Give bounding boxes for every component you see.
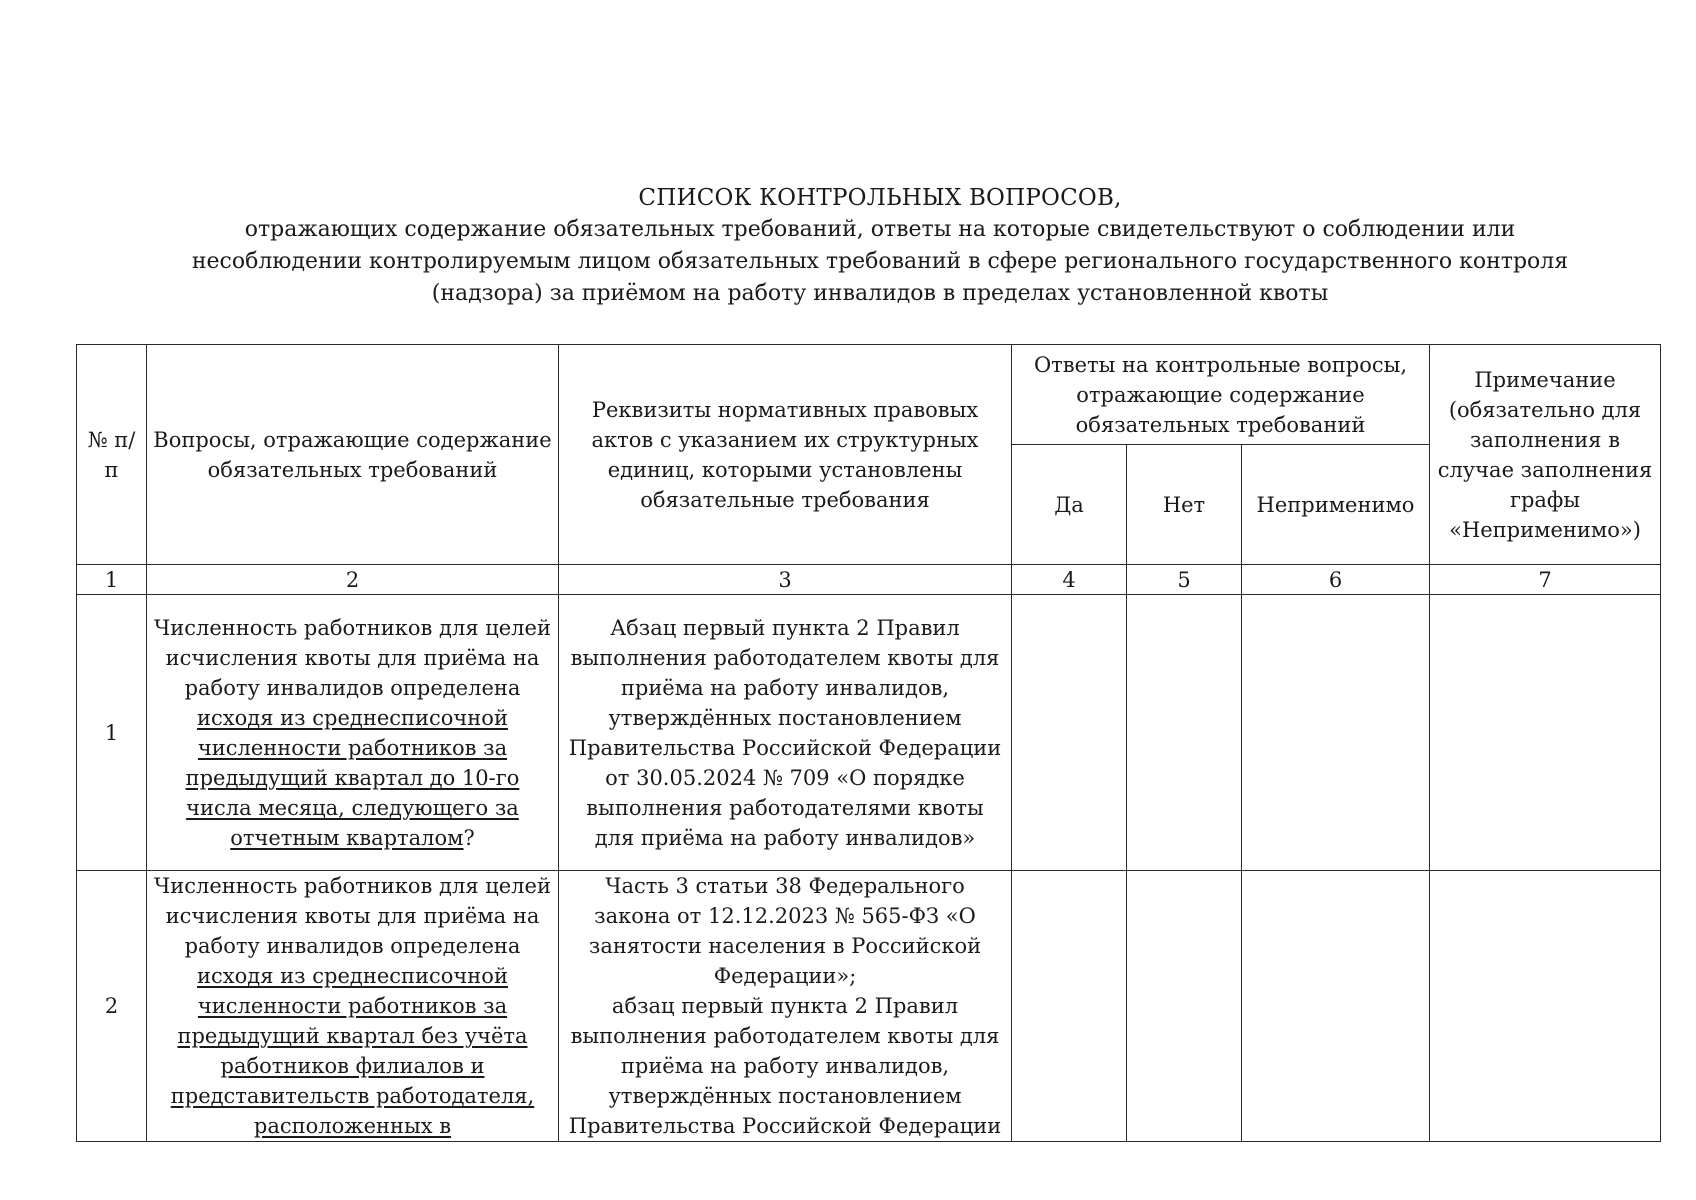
question-tail: ? <box>463 825 475 850</box>
document-title: СПИСОК КОНТРОЛЬНЫХ ВОПРОСОВ, <box>638 185 1122 211</box>
question-text: Численность работников для целей исчисления квоты для приёма на работу инвалидов определена <box>154 874 551 958</box>
requisites-text-part-1: Часть 3 статьи 38 Федерального закона от 12.12.2023 № 565-ФЗ «О занятости населения в Российской Федерации»; <box>588 874 982 988</box>
row-number: 2 <box>77 871 147 1142</box>
column-number: 3 <box>559 565 1012 595</box>
header-yes: Да <box>1012 445 1127 565</box>
document-subtitle-line-3: (надзора) за приёмом на работу инвалидов в пределах установленной квоты <box>431 281 1329 306</box>
column-number: 6 <box>1242 565 1430 595</box>
note-cell[interactable] <box>1430 595 1661 871</box>
header-not-applicable: Неприменимо <box>1242 445 1430 565</box>
table-row <box>77 871 1661 1142</box>
column-number: 1 <box>77 565 147 595</box>
column-number-row <box>77 565 1661 595</box>
header-questions: Вопросы, отражающие содержание обязательных требований <box>147 345 559 565</box>
column-number: 7 <box>1430 565 1661 595</box>
question-cell <box>147 595 559 871</box>
document-subtitle-line-1: отражающих содержание обязательных требований, ответы на которые свидетельствуют о соблюдении или <box>244 217 1516 242</box>
question-text: Численность работников для целей исчисления квоты для приёма на работу инвалидов определена <box>154 615 551 700</box>
header-num: № п/п <box>77 345 147 565</box>
column-number: 5 <box>1127 565 1242 595</box>
requisites-text: Абзац первый пункта 2 Правил выполнения работодателем квоты для приёма на работу инвалидов, утверждённых постановлением Правительства Российской Федерации от 30.05.2024 № 709 «О порядке выполнения работодателями квоты для приёма на работу инвалидов» <box>568 615 1002 850</box>
header-answers-group: Ответы на контрольные вопросы, отражающие содержание обязательных требований <box>1012 345 1430 445</box>
column-number: 2 <box>147 565 559 595</box>
requisites-text-part-2: абзац первый пункта 2 Правил выполнения работодателем квоты для приёма на работу инвалидов, утверждённых постановлением Правительства Российской Федерации <box>568 994 1002 1138</box>
answer-yes-cell[interactable] <box>1012 595 1127 871</box>
requisites-cell <box>559 595 1012 871</box>
document-header <box>140 182 1620 310</box>
document-subtitle-line-2: несоблюдении контролируемым лицом обязательных требований в сфере регионального государственного контроля <box>191 249 1569 274</box>
answer-yes-cell[interactable] <box>1012 871 1127 1142</box>
row-number: 1 <box>77 595 147 871</box>
question-underlined-text: исходя из среднесписочной численности работников за предыдущий квартал без учёта работников филиалов и представительств работодателя, расположенных в <box>170 964 535 1138</box>
note-cell[interactable] <box>1430 871 1661 1142</box>
header-note: Примечание (обязательно для заполнения в случае заполнения графы «Неприменимо») <box>1430 345 1661 565</box>
question-cell <box>147 871 559 1142</box>
answer-not-applicable-cell[interactable] <box>1242 595 1430 871</box>
requisites-cell <box>559 871 1012 1142</box>
header-row-top <box>77 345 1661 445</box>
checklist-table <box>76 344 1661 1142</box>
answer-no-cell[interactable] <box>1127 871 1242 1142</box>
column-number: 4 <box>1012 565 1127 595</box>
header-requisites: Реквизиты нормативных правовых актов с указанием их структурных единиц, которыми установлены обязательные требования <box>559 345 1012 565</box>
answer-no-cell[interactable] <box>1127 595 1242 871</box>
question-underlined-text: исходя из среднесписочной численности работников за предыдущий квартал до 10-го числа месяца, следующего за отчетным кварталом <box>185 705 520 850</box>
table-row <box>77 595 1661 871</box>
header-no: Нет <box>1127 445 1242 565</box>
answer-not-applicable-cell[interactable] <box>1242 871 1430 1142</box>
